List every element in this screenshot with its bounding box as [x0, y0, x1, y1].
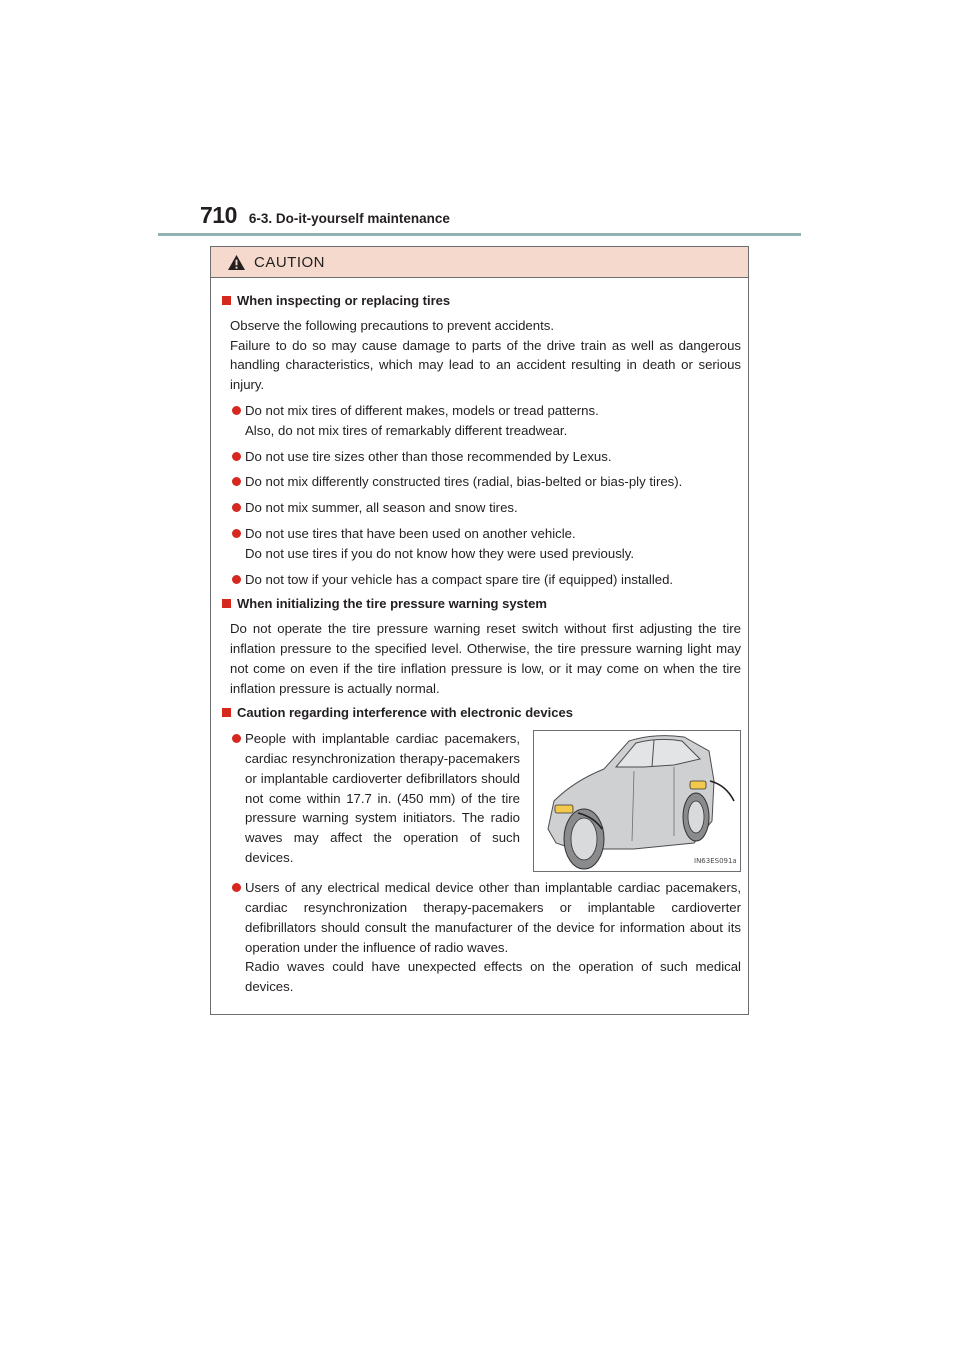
bullet-line: Users of any electrical medical device other than implantable cardiac pacemakers, cardiac resynchronization therapy-pacemakers or implantable cardioverter defibrillators should consult the manufacturer of the device for information about its operation under the influence of radio waves. — [245, 880, 741, 955]
bullet-dot-icon — [232, 575, 241, 584]
page-header — [200, 202, 450, 229]
bullet-line: Do not use tires if you do not know how they were used previously. — [245, 545, 634, 561]
bullet-line: Do not mix summer, all season and snow tires. — [245, 500, 518, 516]
square-bullet-icon — [222, 708, 231, 717]
header-divider — [158, 233, 801, 236]
bullet-line: Do not use tires that have been used on another vehicle. — [245, 525, 576, 541]
bullet-dot-icon — [232, 477, 241, 486]
bullet-line: Radio waves could have unexpected effects on the operation of such medical devices. — [245, 959, 741, 995]
figure-row — [219, 729, 741, 872]
caution-header — [211, 247, 748, 278]
paragraph-line: Do not operate the tire pressure warning reset switch without first adjusting the tire inflation pressure to the specified level. Otherwise, the tire pressure warning light may not come on even if the tire inflation pressure is low, or it may come on when the tire inflation pressure is actually normal. — [230, 621, 741, 696]
heading-text: Caution regarding interference with electronic devices — [237, 705, 573, 721]
figure-code: IN63ES091a — [694, 857, 737, 866]
list-item — [230, 472, 741, 492]
paragraph — [230, 316, 741, 395]
bullet-dot-icon — [232, 406, 241, 415]
warning-triangle-icon — [227, 254, 246, 271]
bullet-line: Do not mix tires of different makes, models or tread patterns. — [245, 402, 599, 418]
caution-title: CAUTION — [254, 253, 325, 271]
list-item — [230, 729, 520, 872]
paragraph — [230, 619, 741, 698]
list-item — [230, 524, 741, 564]
paragraph-line: Observe the following precautions to prevent accidents. — [230, 317, 555, 333]
square-bullet-icon — [222, 296, 231, 305]
heading-text: When initializing the tire pressure warning system — [237, 596, 547, 612]
bullet-line: Also, do not mix tires of remarkably different treadwear. — [245, 422, 568, 438]
bullet-line: Do not mix differently constructed tires (radial, bias-belted or bias-ply tires). — [245, 474, 683, 490]
car-tire-initiator-illustration — [533, 730, 741, 872]
square-bullet-icon — [222, 599, 231, 608]
paragraph-line: Failure to do so may cause damage to parts of the drive train as well as dangerous handling characteristics, which may lead to an accident resulting in death or serious injury. — [230, 337, 741, 393]
list-item — [230, 570, 741, 590]
bullet-dot-icon — [232, 734, 241, 743]
list-item — [230, 498, 741, 518]
heading-text: When inspecting or replacing tires — [237, 293, 451, 308]
bullet-dot-icon — [232, 503, 241, 512]
bullet-line: Do not tow if your vehicle has a compact spare tire (if equipped) installed. — [245, 571, 674, 587]
caution-content — [211, 278, 748, 997]
bullet-line: People with implantable cardiac pacemakers, cardiac resynchronization therapy-pacemakers or implantable cardioverter defibrillators should not come within 17.7 in. (450 mm) of the tire pressure warning system initiators. The radio waves may affect the operation of such devices. — [245, 731, 520, 865]
section-heading — [219, 594, 741, 614]
list-item — [230, 401, 741, 441]
bullet-dot-icon — [232, 529, 241, 538]
section-heading — [219, 291, 741, 311]
list-item — [230, 878, 741, 997]
bullet-dot-icon — [232, 883, 241, 892]
page-number: 710 — [200, 202, 237, 228]
bullet-dot-icon — [232, 452, 241, 461]
list-item — [230, 447, 741, 467]
section-title: 6-3. Do-it-yourself maintenance — [248, 211, 450, 226]
caution-box — [210, 246, 749, 1015]
bullet-line: Do not use tire sizes other than those recommended by Lexus. — [245, 448, 612, 464]
section-heading — [219, 703, 741, 723]
